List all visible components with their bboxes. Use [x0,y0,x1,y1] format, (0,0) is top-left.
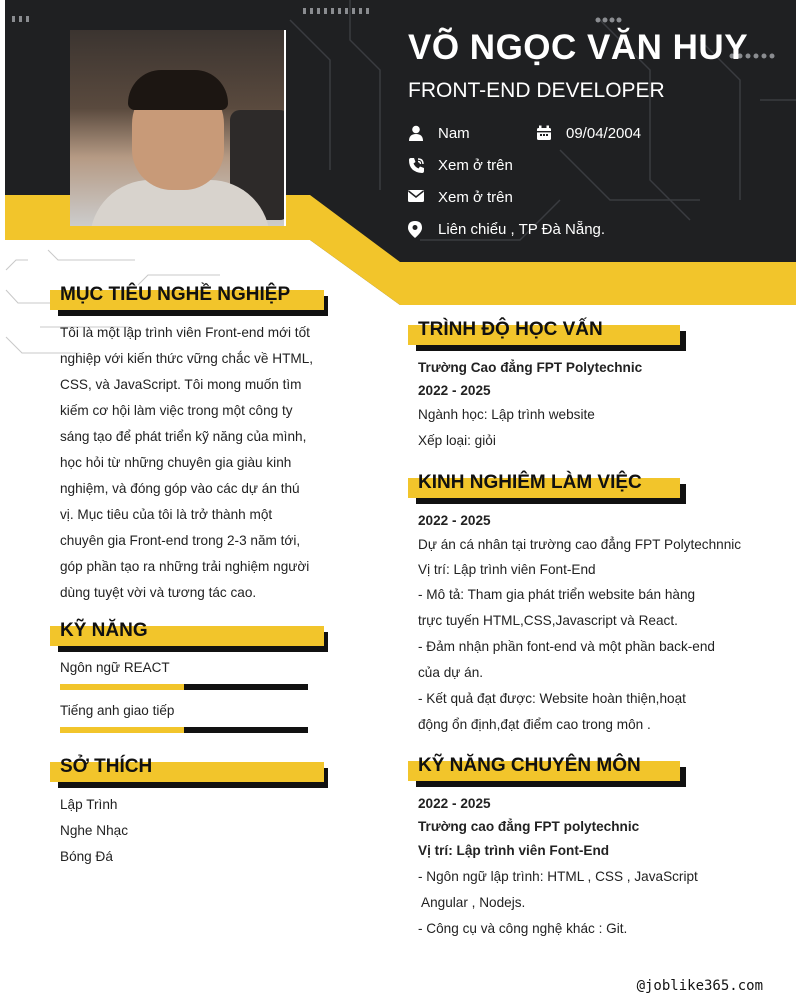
objective-line: nghiệp với kiến thức vững chắc về HTML, [60,351,314,366]
expertise-years: 2022 - 2025 [418,796,491,811]
skills-heading: KỸ NĂNG [50,626,330,650]
objective-line: kiếm cơ hội làm việc trong một công ty [60,403,293,418]
experience-position: Vị trí: Lập trình viên Font-End [418,562,596,577]
skill-level-fill [60,727,184,733]
candidate-title: FRONT-END DEVELOPER [408,79,665,102]
birthday-value: 09/04/2004 [566,125,642,142]
experience-line: - Mô tả: Tham gia phát triển website bán hàng [418,587,696,602]
education-block [418,356,748,454]
hobby-item: Lập Trình [60,797,118,812]
user-icon [408,125,424,141]
hobbies-list [60,792,320,870]
phone-value: Xem ở trên [438,157,513,174]
objective-line: nghiệm, và đóng góp vào các dự án thú [60,481,300,496]
education-grade: Xếp loại: giỏi [418,433,496,448]
experience-years: 2022 - 2025 [418,513,491,528]
email-value: Xem ở trên [438,189,513,206]
objective-line: dùng tuyệt vời và tương tác cao. [60,585,257,600]
objective-line: góp phần tạo ra những trải nghiệm người [60,559,310,574]
hobby-item: Bóng Đá [60,849,113,864]
objective-line: CSS, và JavaScript. Tôi mong muốn tìm [60,377,302,392]
education-major: Ngành học: Lập trình website [418,407,595,422]
experience-project: Dự án cá nhân tại trường cao đẳng FPT Polytechnnic [418,537,742,552]
experience-line: - Kết quả đạt được: Website hoàn thiện,hoạt [418,691,686,706]
education-school: Trường Cao đẳng FPT Polytechnic [418,360,643,375]
experience-line: của dự án. [418,665,484,680]
experience-line: trực tuyến HTML,CSS,Javascript và React. [418,613,678,628]
expertise-block [418,792,745,942]
education-years: 2022 - 2025 [418,383,491,398]
experience-heading: KINH NGHIÊM LÀM VIỆC [408,478,688,502]
skill-label: Ngôn ngữ REACT [60,660,170,675]
education-heading: TRÌNH ĐỘ HỌC VẤN [408,325,688,349]
calendar-icon [536,125,552,141]
expertise-position: Vị trí: Lập trình viên Font-End [418,843,610,858]
objective-line: vị. Mục tiêu của tôi là trở thành một [60,507,273,522]
objective-line: học hỏi từ những chuyên gia giàu kinh [60,455,292,470]
skill-label: Tiếng anh giao tiếp [60,703,175,718]
candidate-name: VÕ NGỌC VĂN HUY [408,28,749,67]
experience-line: động ổn định,đạt điểm cao trong môn . [418,717,651,732]
phone-icon [408,157,425,174]
expertise-school: Trường cao đẳng FPT polytechnic [418,819,640,834]
profile-photo [70,30,286,226]
experience-line: - Đảm nhận phần font-end và một phần back-end [418,639,715,654]
expertise-line: Angular , Nodejs. [418,895,526,910]
skill-level-bar [60,727,308,733]
objective-heading: MỤC TIÊU NGHỀ NGHIỆP [50,290,330,314]
expertise-line: - Công cụ và công nghệ khác : Git. [418,921,628,936]
objective-line: Tôi là một lập trình viên Front-end mới tốt [60,325,310,340]
expertise-line: - Ngôn ngữ lập trình: HTML , CSS , JavaScript [418,869,698,884]
address-value: Liên chiểu , TP Đà Nẵng. [438,221,606,238]
skill-level-bar [60,684,308,690]
watermark-text: @joblike365.com [636,978,763,994]
experience-block [418,509,745,738]
skill-level-fill [60,684,184,690]
gender-value: Nam [438,125,470,142]
experience-details [418,582,745,738]
expertise-details [418,864,745,942]
hobby-item: Nghe Nhạc [60,823,129,838]
objective-line: sáng tạo để phát triển kỹ năng của mình, [60,429,307,444]
hobbies-heading: SỞ THÍCH [50,762,330,786]
envelope-icon [408,189,424,203]
location-pin-icon [408,221,422,238]
objective-line: chuyên gia Front-end trong 2-3 năm tới, [60,533,301,548]
objective-text [60,320,330,606]
expertise-heading: KỸ NĂNG CHUYÊN MÔN [408,761,688,785]
